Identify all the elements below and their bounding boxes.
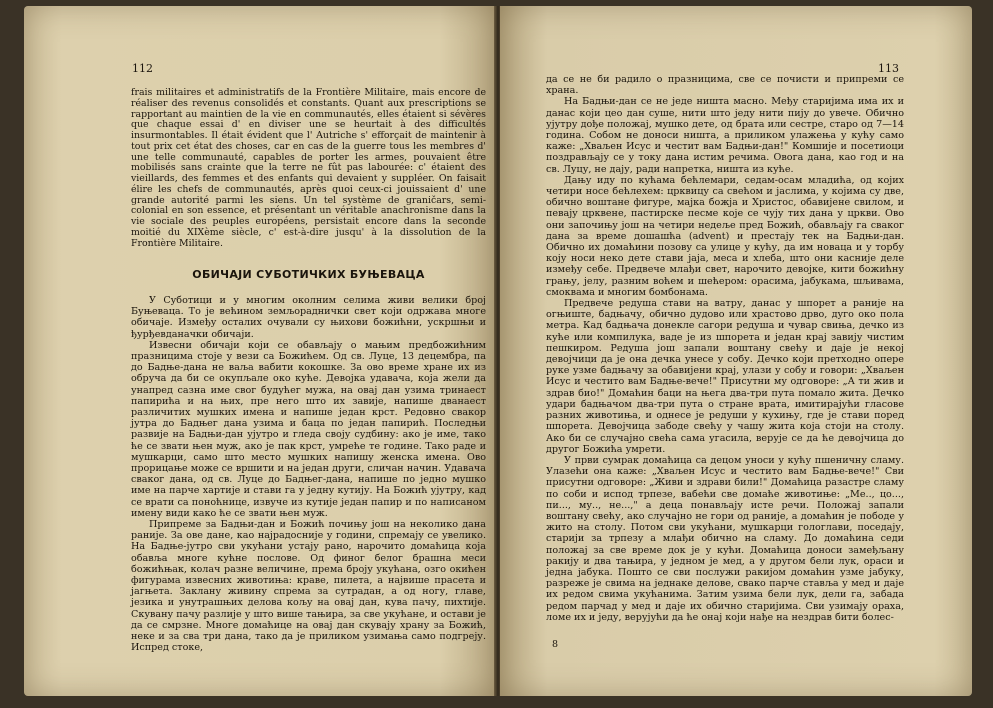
paragraph: На Бадњи-дан се не једе ништа масно. Међу старијима има их и данас који цео дан суше, нити што једу нити пију до увече. Обично ујутру дође положај, мушко дете, од брата или сестре, старо од 7—14 година. Собом не доноси ништа, а приликом улажења у кућу само каже: „Хваљен Исус и честит вам Бадњи-дан!" Комшије и посетиоци поздрављају се у току дана истим речима. Овога дана, као год и на св. Луцу, не дају, ради напретка, ништа из куће. — [546, 96, 904, 175]
page-number-right: 113 — [878, 62, 899, 75]
paragraph: У Суботици и у многим околним селима живи велики број Буњеваца. То је већином земљораднички свет који одржава многе обичаје. Између осталих очували су њихови божићни, ускршњи и ђурђевданачки обичаји. — [131, 295, 486, 340]
right-page — [500, 6, 972, 696]
paragraph: Припреме за Бадњи-дан и Божић почињу још на неколико дана раније. За ове дане, као најрадосније у години, спремају се увелико. На Бадње-јутро сви укућани устају рано, нарочито домаћица која обавља многе кућне послове. Од финог белог брашна меси божићњак, колач разне величине, према броју укућана, озго окићен фигурама извесних животиња: краве, пилета, а највише прасета и јагњета. Заклану живину спрема за сутрадан, а од ногу, главе, језика и унутрашњих делова кољу на овај дан, кува пачу, пихтије. Скувану пачу разлије у што више тањира, за све укућане, и остави је да се смрзне. Многе домаћице на овај дан скувају храну за Божић, неке и за сва три дана, тако да је приликом узимања само подгреју. Испред стоке, — [131, 519, 486, 654]
left-body — [131, 295, 486, 654]
paragraph: Предвече редуша стави на ватру, данас у шпорет а раније на огњиште, бадњачу, обично дудово или храстово дрво, дуго око пола метра. Кад бадњача донекле сагори редуша и чувар свиња, дечко из куће или компилука, ваде је из шпорета и један крај завију чистим пешкиром. Редуша још запали воштану свећу и даје је некој девојчици да је она дечка унесе у собу. Дечко који претходно опере руке узме бадњачу за обавијени крај, улази у собу и говори: „Хваљен Исус и честито вам Бадње-вече!" Присутни му одговоре: „А ти жив и здрав био!" Домаћин баци на њега два-три пута помало жита. Дечко удари бадњачом два-три пута о стране врата, имитирајући гласове разних животиња, и однесе је редуши у кухињу, где је стави поред шпорета. Девојчица забоде свећу у чашу жита која стоји на столу. Ако би се случајно свећа сама угасила, верује се да ће девојчица до другог Божића умрети. — [546, 298, 904, 455]
left-page — [24, 6, 496, 696]
chapter-heading: ОБИЧАЈИ СУБОТИЧКИХ БУЊЕВАЦА — [192, 268, 425, 281]
paragraph: Дању иду по кућама бећлемари, седам-осам младића, од којих четири носе бећлехем: црквицу са свећом и јаслима, у којима су две, обично воштане фигуре, мајка божја и Христос, обавијене свилом, и певају црквене, пастирске песме које се чују тих дана у цркви. Ово они започињу још на четири недеље пред Божић, обављају га сваког дана за време дошашћа (advent) и престају тек на Бадњи-дан. Обично их домаћини позову са улице у кућу, да им новаца и у торбу коју носи неко дете стави јаја, меса и хлеба, што они касније деле између себе. Предвече млађи свет, нарочито девојке, кити божићну грању, јелу, разним воћем и шећером: орасима, јабукама, шљивама, смоквама и многим бомбонама. — [546, 174, 904, 298]
signature-mark: 8 — [552, 639, 559, 650]
paragraph: Извесни обичаји који се обављају о мањим предбожићним празницима стоје у вези са Божићем. Од св. Луце, 13 децембра, па до Бадње-дана не ваља вабити кокошке. За ово време хране их из обруча да би се окупљале око куће. Девојка удавача, која жели да унапред сазна име свог будућег мужа, на овај дан узима тринаест папирића и на њих, пре него што их завије, напише дванаест различитих мушких имена и напише један крст. Редовно свакор јутра до Бадњег дана узима и баца по један папирић. Последњи развије на Бадњи-дан ујутро и гледа своју судбину: ако је име, тако ће се звати њен муж, ако је пак крст, умреће те године. Тако раде и мушкарци, само што место мушких напишу женска имена. Ово прорицање може се вршити и на један други, сличан начин. Удавача сваког дана, од св. Луце до Бадњег-дана, напише по једно мушко име на парче хартије и стави га у једну кутију. На Божић ујутру, кад се врати са поноћнице, извуче из кутије један папир и по написаном имену види како ће се звати њен муж. — [131, 339, 486, 519]
french-paragraph: frais militaires et administratifs de la Frontière Militaire, mais encore de réaliser des revenus consolidés et constants. Quant aux prescriptions se rapportant au maintien de la vie en communautés, elles étaient si sévères que chaque essai d' en diviser une se heurtait à des difficultés insurmontables. Il était évident que l' Autriche s' efforçait de maintenir à tout prix cet état des choses, car en cas de la guerre tous les membres d' une telle communauté, capables de porter les armes, pouvaient être mobilisés sans crainte que la terre ne fût pas labourée: c' étaient des vieillards, des femmes et des enfants qui devaient y suppléer. On faisait élire les chefs de communautés, après quoi ceux-ci jouissaient d' une grande autorité parmi les siens. Un tel système de graničars, semi-colonial en son essence, et présentant un véritable anachronisme dans la vie sociale des peuples européens, persistait encore dans la seconde moitié du XIXème siècle, c' est-à-dire jusqu' à la dissolution de la Frontière Militaire. — [131, 87, 486, 249]
paragraph: да се не би радило о празницима, све се почисти и припреми се храна. — [546, 74, 904, 97]
paragraph: У први сумрак домаћица са децом уноси у кућу пшеничну сламу. Улазећи она каже: „Хваљен Исус и честито вам Бадње-вече!" Сви присутни одговоре: „Живи и здрави били!" Домаћица разастре сламу по соби и испод трпезе, вабећи све домаће животиње: „Ме.., цо..., пи..., му.., не...," а деца понављају исте речи. Положај запали воштану свећу, ако случајно не гори од раније, а домаћин је пободе у жито на столу. Потом сви укућани, мушкарци гологлави, поседају, старији за трпезу а млађи обично на сламу. До домаћина седи положај за све време док је у кући. Домаћица доноси замеђљану ракију и два тањира, у једном је мед, а у другом бели лук, ораси и једна јабука. Пошто се сви послужи ракијом домаћин узме јабуку, разреже је свима на једнаке делове, свако парче стављa у мед и даје их редом свима укућанима. Затим узима бели лук, дели га, забада редом парчад у мед и даје их обично старијима. Сви узимају ораха, ломе их и једу, верујући да ће онај који нађе на нездрав бити болес- — [546, 454, 904, 623]
page-number-left: 112 — [132, 62, 153, 75]
right-body — [546, 74, 904, 623]
